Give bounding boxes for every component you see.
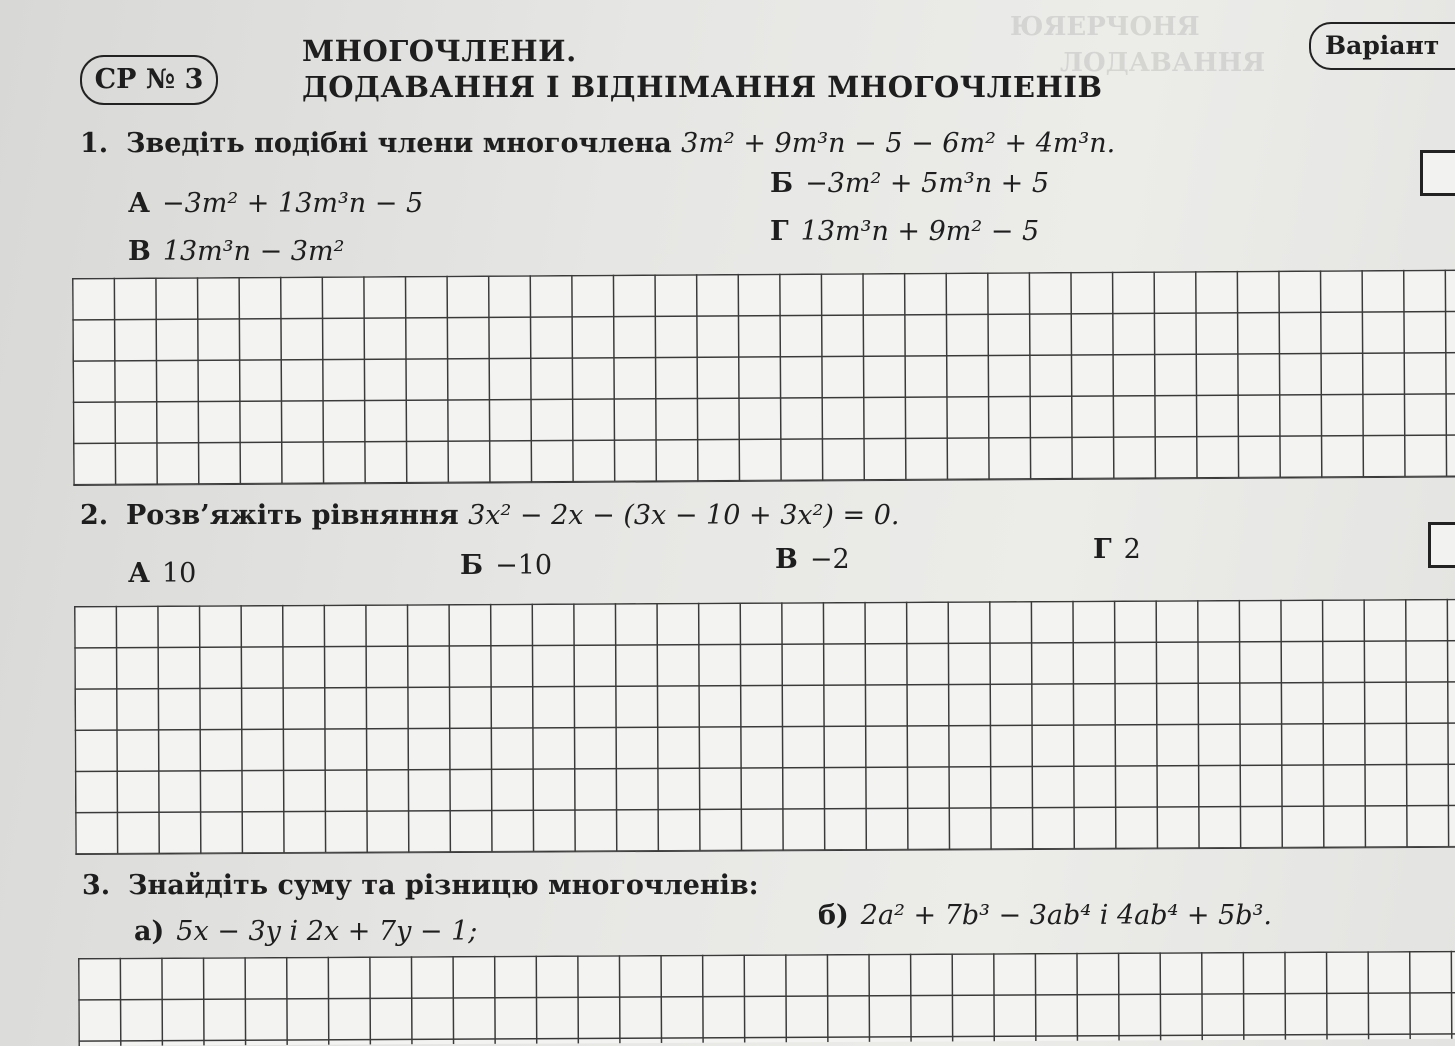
- task-1-text: Зведіть подібні члени многочлена: [126, 128, 672, 159]
- task-1-number: 1.: [80, 128, 109, 159]
- task-1-option-c[interactable]: В 13m³n − 3m²: [128, 236, 345, 267]
- bleed-through-text: ЛОДАВАННЯ: [1060, 48, 1266, 78]
- task-3-text: Знайдіть суму та різницю многочленів:: [128, 870, 759, 901]
- task-2-option-a[interactable]: А 10: [128, 558, 197, 589]
- task-3-part-a: а) 5x − 3y і 2x + 7y − 1;: [134, 916, 478, 947]
- task-2-number: 2.: [80, 500, 109, 531]
- task-1-expression: 3m² + 9m³n − 5 − 6m² + 4m³n.: [681, 128, 1116, 159]
- task-2-text: Розв’яжіть рівняння: [126, 500, 459, 531]
- task-1-option-b[interactable]: Б −3m² + 5m³n + 5: [770, 168, 1050, 199]
- task-2-work-grid[interactable]: [74, 599, 1455, 855]
- task-1-answer-box[interactable]: [1420, 150, 1455, 196]
- variant-badge: Варіант: [1309, 22, 1455, 70]
- task-1-work-grid[interactable]: [72, 270, 1455, 486]
- task-3-question: [82, 870, 759, 901]
- page-title-line1: МНОГОЧЛЕНИ.: [302, 34, 577, 68]
- task-3-part-b: б) 2a² + 7b³ − 3ab⁴ і 4ab⁴ + 5b³.: [818, 900, 1272, 931]
- bleed-through-text: ЮЯЕРЧОНЯ: [1010, 12, 1200, 42]
- work-number-badge: СР № 3: [80, 55, 218, 105]
- page-title-line2: ДОДАВАННЯ І ВІДНІМАННЯ МНОГОЧЛЕНІВ: [302, 70, 1103, 104]
- task-3-number: 3.: [82, 870, 111, 901]
- task-2-expression: 3x² − 2x − (3x − 10 + 3x²) = 0.: [468, 500, 900, 531]
- task-3-work-grid[interactable]: [78, 951, 1455, 1046]
- task-2-answer-box[interactable]: [1428, 522, 1455, 568]
- task-2-question: [80, 500, 900, 531]
- task-1-option-d[interactable]: Г 13m³n + 9m² − 5: [770, 216, 1040, 247]
- task-1-question: [80, 128, 1115, 159]
- task-1-option-a[interactable]: А −3m² + 13m³n − 5: [128, 188, 424, 219]
- task-2-option-b[interactable]: Б −10: [460, 550, 553, 581]
- task-2-option-d[interactable]: Г 2: [1093, 534, 1141, 565]
- task-2-option-c[interactable]: В −2: [775, 544, 850, 575]
